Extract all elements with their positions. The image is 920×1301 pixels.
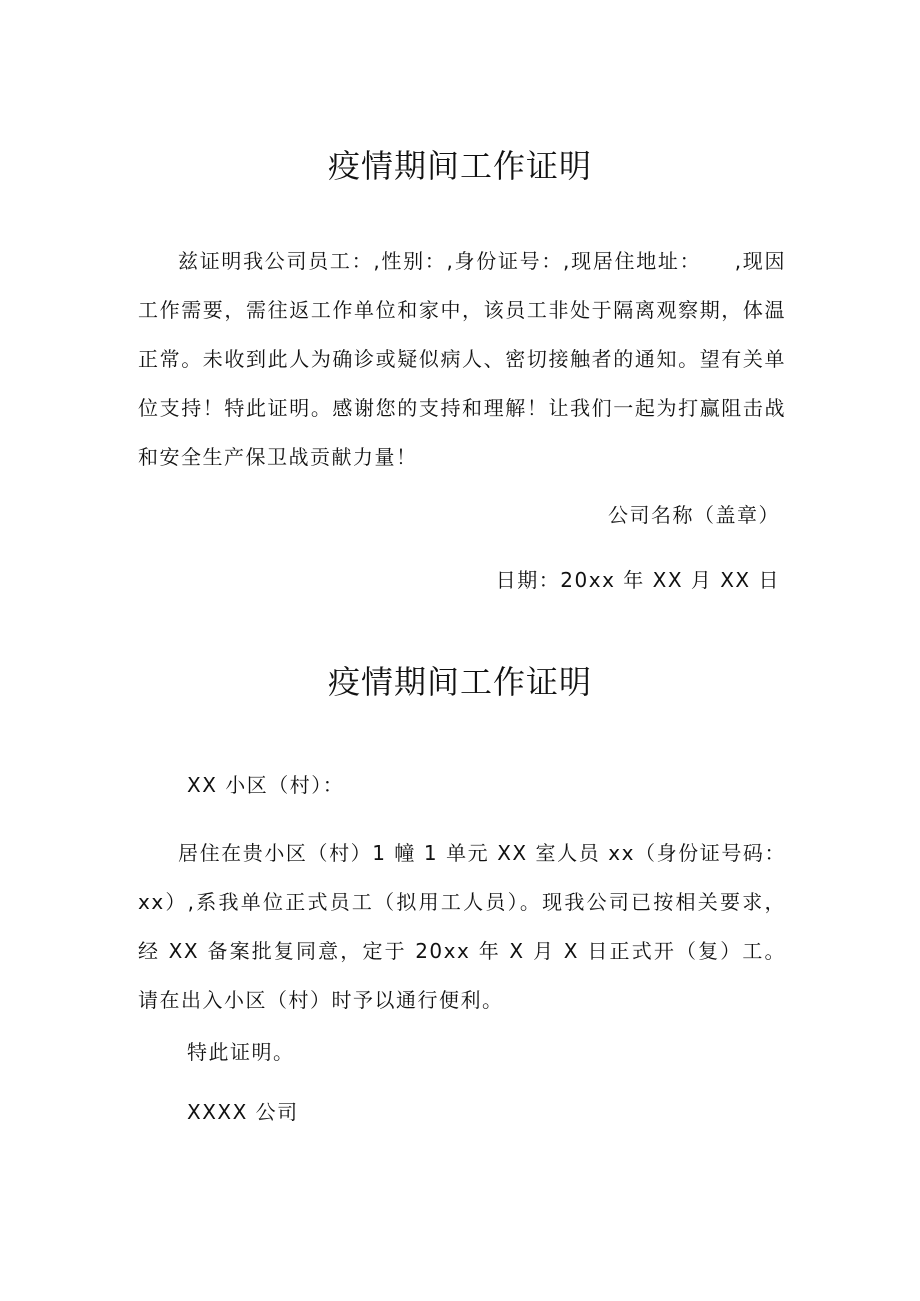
certificate-1-date: 日期：20xx 年 XX 月 XX 日 (495, 568, 780, 592)
certificate-2-closing: 特此证明。 (187, 1040, 295, 1064)
certificate-2-company: XXXX 公司 (187, 1100, 299, 1124)
certificate-2-body: 居住在贵小区（村）1 幢 1 单元 XX 室人员 xx（身份证号码：xx）,系我单位正式员工（拟用工人员）。现我公司已按相关要求，经 XX 备案批复同意，定于 20xx 年 X 月 X 日正式开（复）工。请在出入小区（村）时予以通行便利。 (138, 841, 786, 1012)
certificate-1-title: 疫情期间工作证明 (327, 147, 592, 185)
certificate-2-salutation: XX 小区（村）： (187, 773, 345, 797)
certificate-2-title: 疫情期间工作证明 (327, 663, 592, 701)
certificate-1-company-seal: 公司名称（盖章） (608, 503, 780, 527)
certificate-1-body: 兹证明我公司员工：,性别：,身份证号：,现居住地址： ,现因工作需要，需往返工作单位和家中，该员工非处于隔离观察期，体温正常。未收到此人为确诊或疑似病人、密切接触者的通知。望有关单位支持！特此证明。感谢您的支持和理解！让我们一起为打赢阻击战和安全生产保卫战贡献力量！ (138, 249, 786, 469)
